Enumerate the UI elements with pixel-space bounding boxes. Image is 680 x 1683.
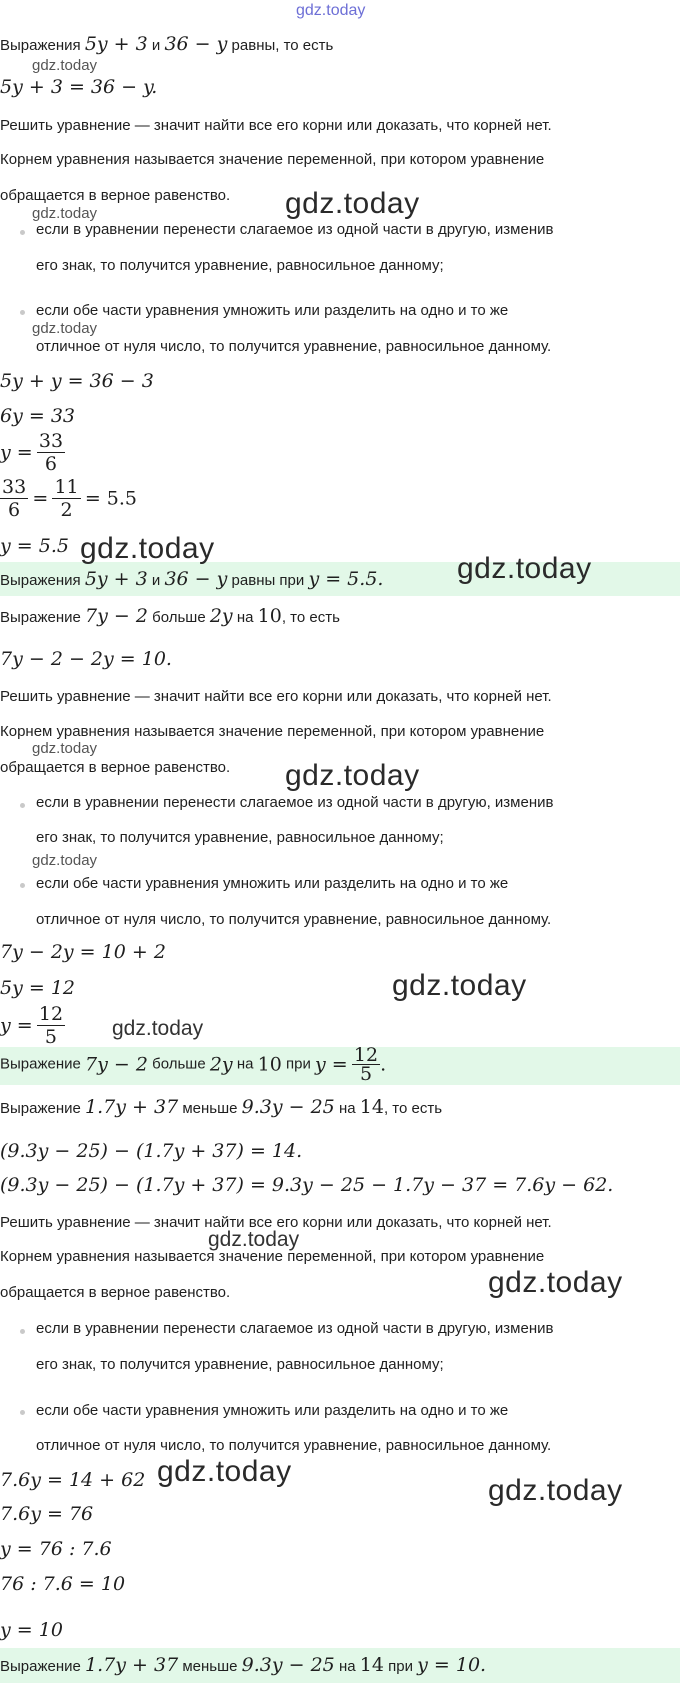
- block3-rule-2b: обращается в верное равенство.: [0, 1284, 231, 1301]
- block3-rule-2a: Корнем уравнения называется значение переменной, при котором уравнение: [0, 1248, 545, 1265]
- block1-step-2: 6y = 33: [0, 405, 75, 427]
- fraction: $\frac{11}{2}$: [54, 476, 79, 521]
- block3-bullet-1a: если в уравнении перенести слагаемое из одной части в другую, изменив: [36, 1320, 554, 1337]
- block2-answer: Выражение 7y − 2 больше 2y на 10 при y = $\frac{12}{5}$ .: [0, 1044, 387, 1085]
- block3-step-1: 7.6y = 14 + 62: [0, 1469, 146, 1491]
- block1-step-5: y = 5.5: [0, 535, 69, 557]
- bullet-dot: [20, 883, 25, 888]
- block1-rule-1: Решить уравнение — значит найти все его корни или доказать, что корней нет.: [0, 117, 552, 134]
- block3-step-2: 7.6y = 76: [0, 1503, 94, 1525]
- block3-step-3: y = 76 : 7.6: [0, 1538, 112, 1560]
- block2-bullet-1a: если в уравнении перенести слагаемое из одной части в другую, изменив: [36, 794, 554, 811]
- watermark-top: gdz.today: [296, 2, 366, 19]
- bullet-dot: [20, 1410, 25, 1415]
- block2-bullet-2b: отличное от нуля число, то получится уравнение, равносильное данному.: [36, 911, 552, 928]
- watermark: gdz.today: [32, 320, 98, 337]
- block2-step-1: 7y − 2y = 10 + 2: [0, 941, 166, 963]
- watermark: gdz.today: [285, 759, 420, 792]
- block3-equation-2: (9.3y − 25) − (1.7y + 37) = 9.3y − 25 − 1.7y − 37 = 7.6y − 62.: [0, 1174, 614, 1196]
- block3-equation-1: (9.3y − 25) − (1.7y + 37) = 14.: [0, 1140, 303, 1162]
- block2-rule-1: Решить уравнение — значит найти все его корни или доказать, что корней нет.: [0, 688, 552, 705]
- block2-bullet-1b: его знак, то получится уравнение, равносильное данному;: [36, 829, 444, 846]
- block3-step-5: y = 10: [0, 1619, 63, 1641]
- watermark: gdz.today: [208, 1228, 300, 1251]
- block1-bullet-2b: отличное от нуля число, то получится уравнение, равносильное данному.: [36, 338, 552, 355]
- bullet-dot: [20, 1329, 25, 1334]
- bullet-dot: [20, 310, 25, 315]
- block1-step-4: $\frac{33}{6}$ = $\frac{11}{2}$ = 5.5: [2, 476, 137, 521]
- block1-bullet-2a: если обе части уравнения умножить или разделить на одно и то же: [36, 302, 509, 319]
- fraction: $\frac{33}{6}$: [2, 476, 27, 521]
- watermark: gdz.today: [392, 969, 527, 1002]
- fraction: $\frac{12}{5}$: [38, 1003, 64, 1048]
- watermark: gdz.today: [488, 1474, 623, 1507]
- fraction: $\frac{12}{5}$: [353, 1044, 379, 1085]
- bullet-dot: [20, 803, 25, 808]
- block3-bullet-2b: отличное от нуля число, то получится уравнение, равносильное данному.: [36, 1437, 552, 1454]
- block3-intro: Выражение 1.7y + 37 меньше 9.3y − 25 на 14, то есть: [0, 1096, 443, 1118]
- watermark: gdz.today: [80, 532, 215, 565]
- block3-bullet-1b: его знак, то получится уравнение, равносильное данному;: [36, 1356, 444, 1373]
- block3-rule-1: Решить уравнение — значит найти все его корни или доказать, что корней нет.: [0, 1214, 552, 1231]
- block3-answer: Выражение 1.7y + 37 меньше 9.3y − 25 на 14 при y = 10.: [0, 1654, 487, 1676]
- block1-bullet-1b: его знак, то получится уравнение, равносильное данному;: [36, 257, 444, 274]
- block1-rule-2b: обращается в верное равенство.: [0, 187, 231, 204]
- block2-bullet-2a: если обе части уравнения умножить или разделить на одно и то же: [36, 875, 509, 892]
- block2-rule-2b: обращается в верное равенство.: [0, 759, 231, 776]
- block1-answer: Выражения 5y + 3 и 36 − y равны при y = 5.5.: [0, 568, 384, 590]
- watermark: gdz.today: [112, 1017, 204, 1040]
- fraction: $\frac{33}{6}$: [38, 430, 64, 475]
- block1-bullet-1a: если в уравнении перенести слагаемое из одной части в другую, изменив: [36, 221, 554, 238]
- block2-step-2: 5y = 12: [0, 977, 75, 999]
- watermark: gdz.today: [285, 187, 420, 220]
- block3-step-4: 76 : 7.6 = 10: [0, 1573, 126, 1595]
- block3-bullet-2a: если обе части уравнения умножить или разделить на одно и то же: [36, 1402, 509, 1419]
- watermark: gdz.today: [32, 57, 98, 74]
- block2-step-3: y = $\frac{12}{5}$: [0, 1003, 64, 1048]
- block1-step-1: 5y + y = 36 − 3: [0, 370, 154, 392]
- watermark: gdz.today: [457, 552, 592, 585]
- watermark: gdz.today: [32, 205, 98, 222]
- watermark: gdz.today: [488, 1266, 623, 1299]
- block2-equation: 7y − 2 − 2y = 10.: [0, 648, 172, 670]
- block1-intro: Выражения 5y + 3 и 36 − y равны, то есть: [0, 33, 334, 55]
- block1-rule-2a: Корнем уравнения называется значение переменной, при котором уравнение: [0, 151, 545, 168]
- block2-rule-2a: Корнем уравнения называется значение переменной, при котором уравнение: [0, 723, 545, 740]
- watermark: gdz.today: [157, 1455, 292, 1488]
- bullet-dot: [20, 230, 25, 235]
- watermark: gdz.today: [32, 852, 98, 869]
- watermark: gdz.today: [32, 740, 98, 757]
- block1-step-3: y = $\frac{33}{6}$: [0, 430, 64, 475]
- block2-intro: Выражение 7y − 2 больше 2y на 10, то есть: [0, 605, 340, 627]
- block1-equation: 5y + 3 = 36 − y.: [0, 76, 158, 98]
